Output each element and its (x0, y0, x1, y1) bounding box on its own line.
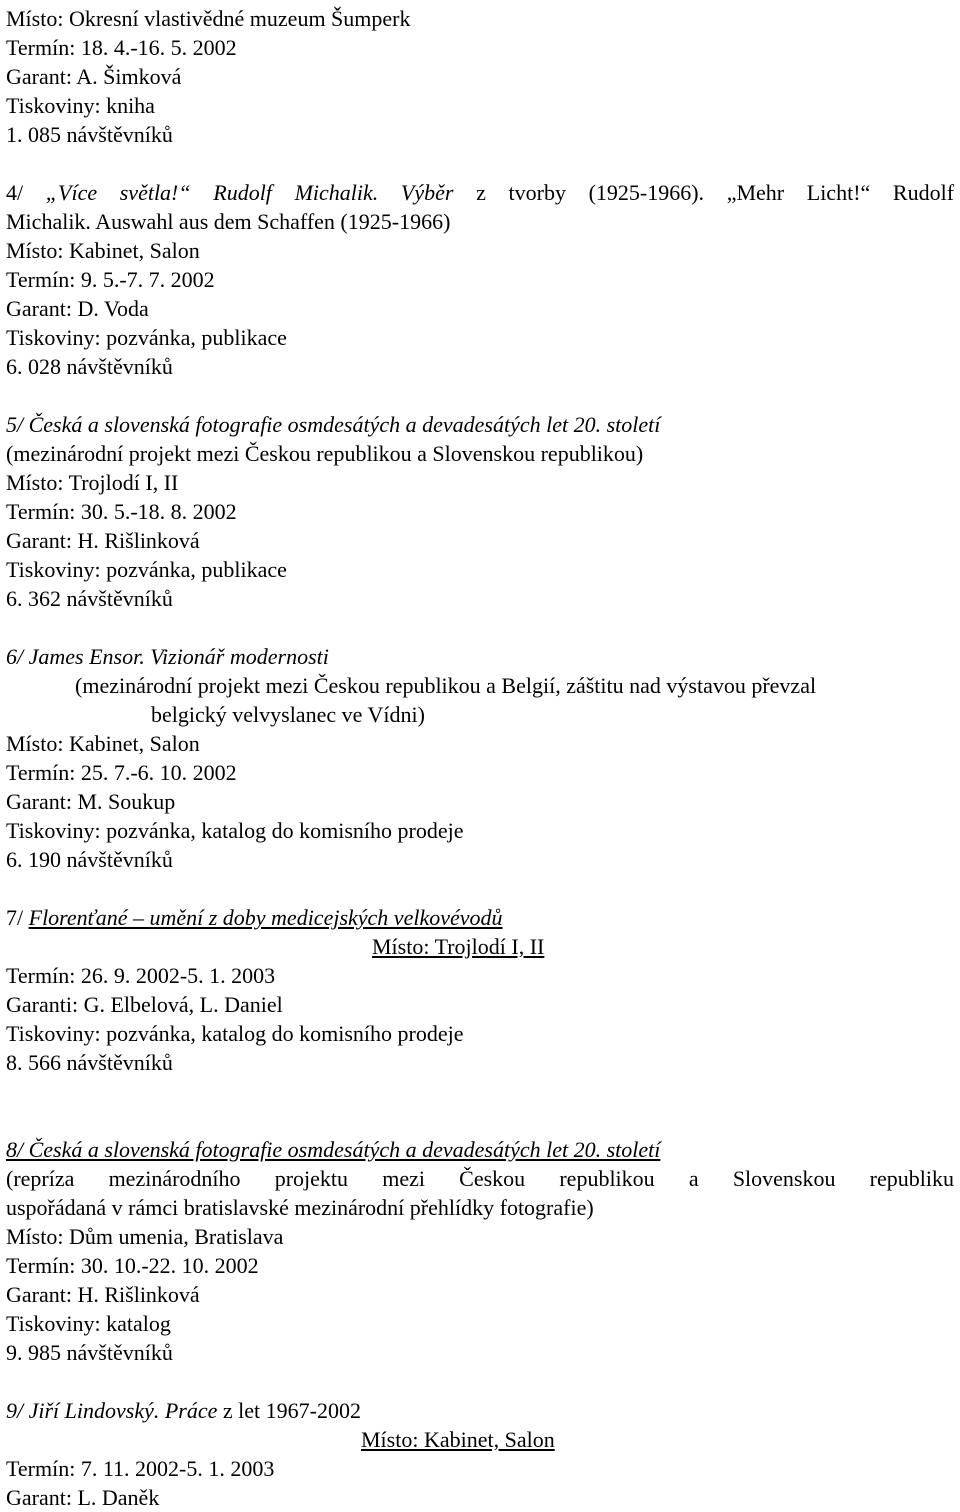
project-note-continued: uspořádaná v rámci bratislavské mezinárodní přehlídky fotografie) (6, 1195, 594, 1220)
exhibition-entry-7 (6, 903, 954, 1077)
location-line: Místo: Dům umenia, Bratislava (6, 1224, 284, 1249)
location-line-wrap (6, 1425, 954, 1454)
exhibition-entry-8 (6, 1135, 954, 1367)
guarantor-line: Garant: L. Daněk (6, 1485, 160, 1510)
date-line: Termín: 9. 5.-7. 7. 2002 (6, 267, 215, 292)
visitors-line: 6. 362 návštěvníků (6, 586, 173, 611)
exhibition-entry-9 (6, 1396, 954, 1512)
date-line: Termín: 18. 4.-16. 5. 2002 (6, 35, 237, 60)
guarantor-line: Garant: A. Šimková (6, 64, 182, 89)
location-line: Místo: Kabinet, Salon (6, 731, 200, 756)
exhibition-number: 7/ (6, 905, 24, 930)
project-note: (mezinárodní projekt mezi Českou republikou a Belgií, záštitu nad výstavou převzal (75, 673, 817, 698)
guarantor-line: Garant: H. Rišlinková (6, 1282, 200, 1307)
date-line: Termín: 30. 5.-18. 8. 2002 (6, 499, 237, 524)
exhibition-title: 8/ Česká a slovenská fotografie osmdesátých a devadesátých let 20. století (6, 1137, 661, 1162)
exhibition-title: 5/ Česká a slovenská fotografie osmdesátých a devadesátých let 20. století (6, 412, 661, 437)
exhibition-title (6, 178, 954, 207)
exhibition-entry-4 (6, 178, 954, 381)
guarantor-line: Garant: M. Soukup (6, 789, 176, 814)
exhibition-title-rest: z let 1967-2002 (222, 1398, 361, 1423)
exhibition-title-text: Florenťané – umění z doby medicejských velkovévodů (28, 905, 503, 930)
visitors-line: 6. 190 návštěvníků (6, 847, 173, 872)
exhibition-entry-5 (6, 410, 954, 613)
location-line: Místo: Kabinet, Salon (6, 238, 200, 263)
project-note: (repríza mezinárodního projektu mezi Českou republikou a Slovenskou republiku (6, 1166, 954, 1191)
prints-line: Tiskoviny: pozvánka, publikace (6, 557, 287, 582)
guarantor-line: Garant: H. Rišlinková (6, 528, 200, 553)
date-line: Termín: 7. 11. 2002-5. 1. 2003 (6, 1456, 275, 1481)
guarantor-line: Garant: D. Voda (6, 296, 149, 321)
exhibition-title: 6/ James Ensor. Vizionář modernosti (6, 644, 329, 669)
visitors-line: 6. 028 návštěvníků (6, 354, 173, 379)
exhibition-title (6, 903, 954, 932)
visitors-line: 9. 985 návštěvníků (6, 1340, 173, 1365)
exhibition-title-italic: „Více světla!“ Rudolf Michalik. Výběr (45, 180, 454, 205)
prints-line: Tiskoviny: pozvánka, katalog do komisního prodeje (6, 818, 464, 843)
location-line: Místo: Kabinet, Salon (361, 1427, 555, 1452)
visitors-line: 8. 566 návštěvníků (6, 1050, 173, 1075)
exhibition-number: 4/ (6, 180, 24, 205)
exhibition-entry-3 (6, 4, 954, 149)
location-line: Místo: Trojlodí I, II (372, 934, 545, 959)
prints-line: Tiskoviny: pozvánka, katalog do komisního prodeje (6, 1021, 464, 1046)
prints-line: Tiskoviny: pozvánka, publikace (6, 325, 287, 350)
project-note: (mezinárodní projekt mezi Českou republikou a Slovenskou republikou) (6, 441, 644, 466)
exhibition-title-continued: Michalik. Auswahl aus dem Schaffen (1925-1966) (6, 209, 451, 234)
exhibition-title-rest: z tvorby (1925-1966). „Mehr Licht!“ Rudolf (476, 180, 955, 205)
exhibition-title-italic: 9/ Jiří Lindovský. Práce (6, 1398, 218, 1423)
exhibition-entry-6 (6, 642, 954, 874)
prints-line: Tiskoviny: katalog (6, 1311, 171, 1336)
visitors-line: 1. 085 návštěvníků (6, 122, 173, 147)
date-line: Termín: 25. 7.-6. 10. 2002 (6, 760, 237, 785)
location-line: Místo: Trojlodí I, II (6, 470, 179, 495)
date-line: Termín: 30. 10.-22. 10. 2002 (6, 1253, 259, 1278)
project-note-continued: belgický velvyslanec ve Vídni) (151, 702, 425, 727)
location-line-wrap (6, 932, 954, 961)
location-line: Místo: Okresní vlastivědné muzeum Šumperk (6, 6, 411, 31)
prints-line: Tiskoviny: kniha (6, 93, 155, 118)
date-line: Termín: 26. 9. 2002-5. 1. 2003 (6, 963, 276, 988)
exhibition-title (6, 1396, 954, 1425)
guarantor-line: Garanti: G. Elbelová, L. Daniel (6, 992, 283, 1017)
